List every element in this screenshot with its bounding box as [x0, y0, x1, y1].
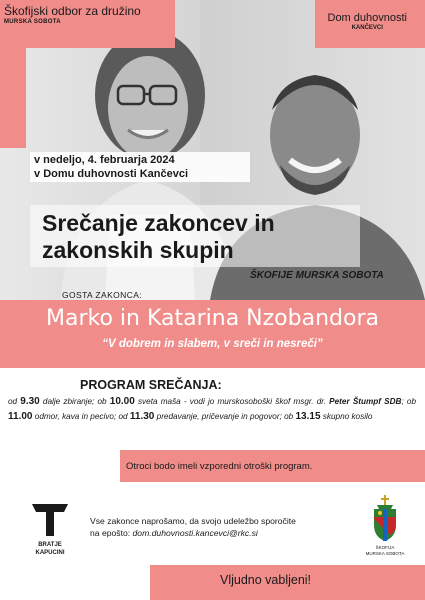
time-4: 11.30: [129, 410, 155, 422]
time-5: 13.15: [295, 410, 321, 422]
capuchins-logo-line1: BRATJE: [38, 542, 62, 548]
tau-cross-icon: [20, 500, 80, 540]
organizer-left-name: Škofijski odbor za družino: [4, 4, 141, 18]
program-heading: PROGRAM SREČANJA:: [80, 378, 222, 392]
rsvp-text: [90, 515, 296, 539]
organizer-right-name: Dom duhovnosti: [327, 12, 407, 24]
organizer-left: [4, 4, 141, 25]
guest-label: GOSTA ZAKONCA:: [62, 290, 143, 300]
closing-text: Vljudno vabljeni!: [220, 573, 312, 587]
time-2: 10.00: [109, 396, 135, 407]
event-date-value: 4. februarja 2024: [87, 154, 175, 166]
organizer-right: [328, 12, 408, 31]
diocese-logo: [360, 495, 410, 575]
header-left-strip: [0, 48, 26, 148]
diocese-crest-icon: [360, 495, 410, 543]
rsvp-line2: na epošto: dom.duhovnosti.kancevci@rkc.si: [90, 528, 258, 538]
guest-quote: “V dobrem in slabem, v sreči in nesreči”: [102, 338, 323, 350]
event-title: [42, 210, 275, 264]
event-place: v Domu duhovnosti Kančevci: [34, 168, 189, 180]
capuchins-logo-line2: KAPUCINI: [35, 550, 65, 556]
event-title-line1: Srečanje zakoncev in: [42, 210, 275, 236]
organizer-right-place: KANČEVCI: [351, 25, 383, 31]
time-3: 11.00: [8, 410, 33, 422]
event-subtitle: ŠKOFIJE MURSKA SOBOTA: [250, 270, 384, 281]
bishop-name: Peter Štumpf SDB: [329, 397, 402, 406]
contact-email[interactable]: dom.duhovnosti.kancevci@rkc.si: [132, 528, 258, 538]
event-title-line2: zakonskih skupin: [42, 237, 234, 263]
organizer-left-city: MURSKA SOBOTA: [4, 19, 61, 25]
guest-names: Marko in Katarina Nzobandora: [46, 306, 379, 331]
time-1: 9.30: [20, 396, 40, 407]
event-place-value: Domu duhovnosti Kančevci: [43, 168, 189, 180]
diocese-logo-line1: ŠKOFIJA: [375, 545, 395, 550]
event-date: v nedeljo, 4. februarja 2024: [34, 154, 175, 166]
diocese-logo-line2: MURSKA SOBOTA: [365, 551, 405, 556]
capuchins-logo: [20, 500, 80, 580]
kids-program-note: Otroci bodo imeli vzporedni otroški program.: [126, 461, 313, 472]
rsvp-line1: Vse zakonce naprošamo, da svojo udeležbo sporočite: [90, 516, 296, 526]
program-text: od 9.30 dalje zbiranje; ob 10.00 sveta maša - vodi jo murskosoboški škof msgr. dr. Peter Štumpf SDB; ob 11.00 odmor, kava in pecivo; od 11.30 predavanje, pričevanje in pogovor; ob 13.15 skupno kosilo: [8, 396, 417, 422]
